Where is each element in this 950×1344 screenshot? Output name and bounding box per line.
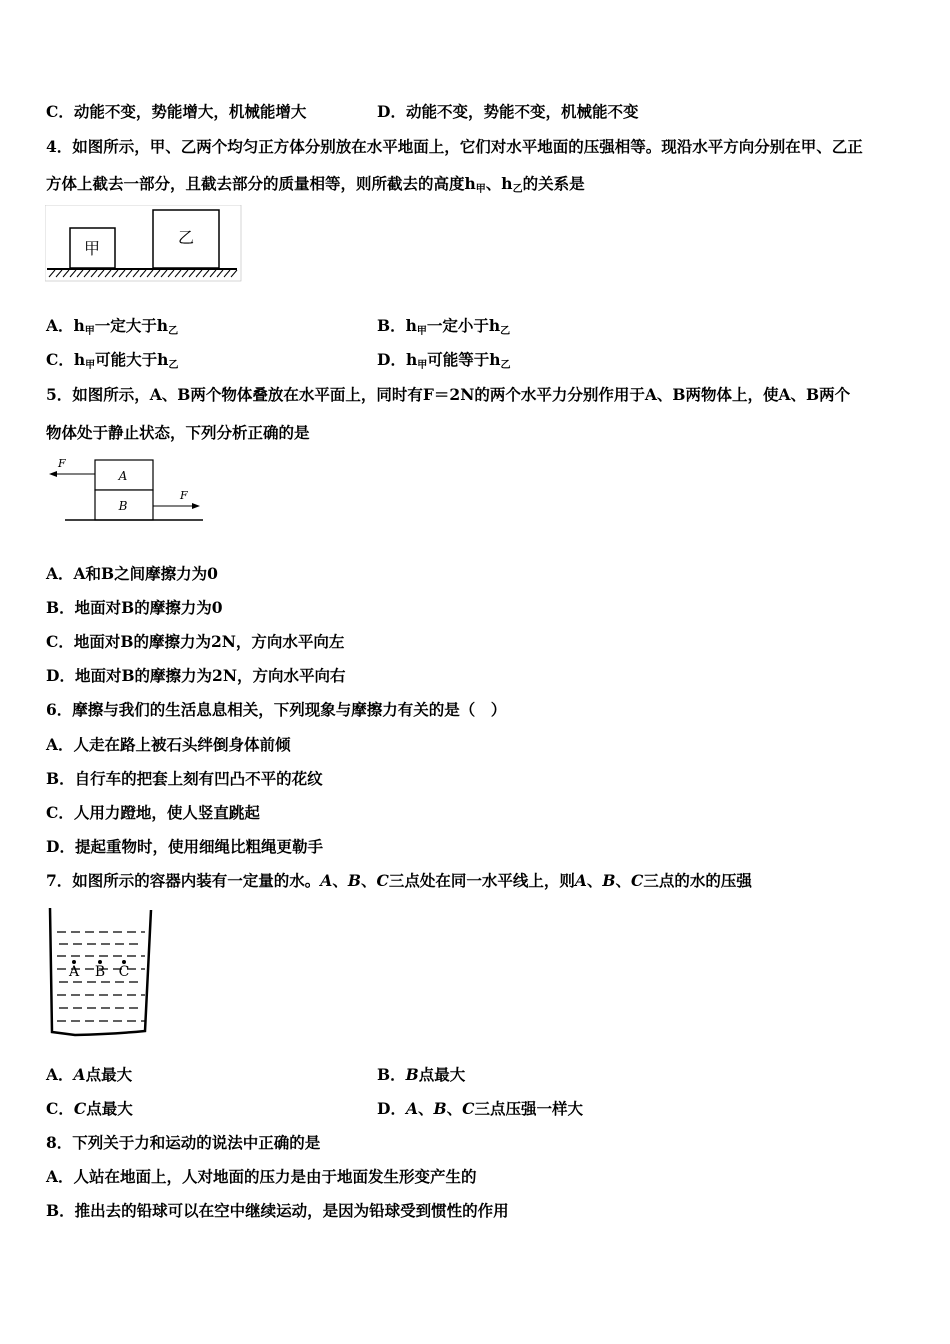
q5-option-b: B．地面对B的摩擦力为0 — [46, 598, 223, 617]
q4-option-b: B．$h_甲$一定小于$h_乙$ — [377, 316, 511, 337]
q8-option-a: A．人站在地面上，人对地面的压力是由于地面发生形变产生的 — [46, 1167, 477, 1186]
q3-option-c: C．动能不变，势能增大，机械能增大 — [46, 102, 307, 121]
q7-option-a: A．A点最大 — [46, 1065, 133, 1084]
q6-option-b: B．自行车的把套上刻有凹凸不平的花纹 — [46, 769, 323, 788]
ground-hatching — [49, 270, 237, 277]
q7-stem: 7．如图所示的容器内装有一定量的水。A、B、C三点处在同一水平线上，则A、B、C三点的水的压强 — [46, 871, 752, 890]
force-label-right: F — [180, 489, 188, 502]
force-label-left: F — [58, 457, 66, 470]
force-arrow-left-head — [49, 471, 57, 477]
q7-option-c: C．C点最大 — [46, 1099, 133, 1118]
q7-option-b: B．B点最大 — [377, 1065, 466, 1084]
q6-option-d: D．提起重物时，使用细绳比粗绳更勒手 — [46, 837, 323, 856]
cube-yi-label: 乙 — [177, 228, 195, 247]
q4-option-a: A．$h_甲$一定大于$h_乙$ — [46, 316, 179, 337]
q6-stem: 6．摩擦与我们的生活息息相关，下列现象与摩擦力有关的是（ ） — [46, 700, 507, 719]
q4-option-c: C．$h_甲$可能大于$h_乙$ — [46, 350, 179, 371]
block-a-label: A — [118, 469, 128, 483]
block-b-label: B — [118, 499, 128, 513]
q4-stem-line1: 4．如图所示，甲、乙两个均匀正方体分别放在水平地面上，它们对水平地面的压强相等。现沿水平方向分别在甲、乙正 — [46, 137, 863, 156]
q5-stem-line1: 5．如图所示，A、B两个物体叠放在水平面上，同时有F＝2N的两个水平力分别作用于A、B两物体上，使A、B两个 — [46, 385, 851, 404]
force-arrow-right-head — [192, 503, 200, 509]
point-c-label: C — [118, 964, 130, 980]
q6-option-c: C．人用力蹬地，使人竖直跳起 — [46, 803, 260, 822]
q8-option-b: B．推出去的铅球可以在空中继续运动，是因为铅球受到惯性的作用 — [46, 1201, 509, 1220]
q5-option-d: D．地面对B的摩擦力为2N，方向水平向右 — [46, 666, 346, 685]
q4-stem-line2: 方体上截去一部分，且截去部分的质量相等，则所截去的高度$h_甲$、$h_乙$的关系是 — [46, 174, 585, 195]
q6-option-a: A．人走在路上被石头绊倒身体前倾 — [46, 735, 291, 754]
cube-jia-label: 甲 — [83, 239, 101, 258]
q7-container-figure — [45, 904, 160, 1040]
q5-option-a: A．A和B之间摩擦力为0 — [46, 564, 218, 583]
q5-blocks-figure — [45, 452, 205, 527]
q7-option-d: D．A、B、C三点压强一样大 — [377, 1099, 583, 1118]
q4-cubes-figure — [45, 205, 245, 285]
point-b-label: B — [94, 964, 106, 980]
q4-option-d: D．$h_甲$可能等于$h_乙$ — [377, 350, 511, 371]
q5-option-c: C．地面对B的摩擦力为2N，方向水平向左 — [46, 632, 345, 651]
q3-option-d: D．动能不变，势能不变，机械能不变 — [377, 102, 639, 121]
q5-stem-line2: 物体处于静止状态，下列分析正确的是 — [46, 423, 310, 442]
point-a-label: A — [68, 964, 80, 980]
q8-stem: 8．下列关于力和运动的说法中正确的是 — [46, 1133, 321, 1152]
